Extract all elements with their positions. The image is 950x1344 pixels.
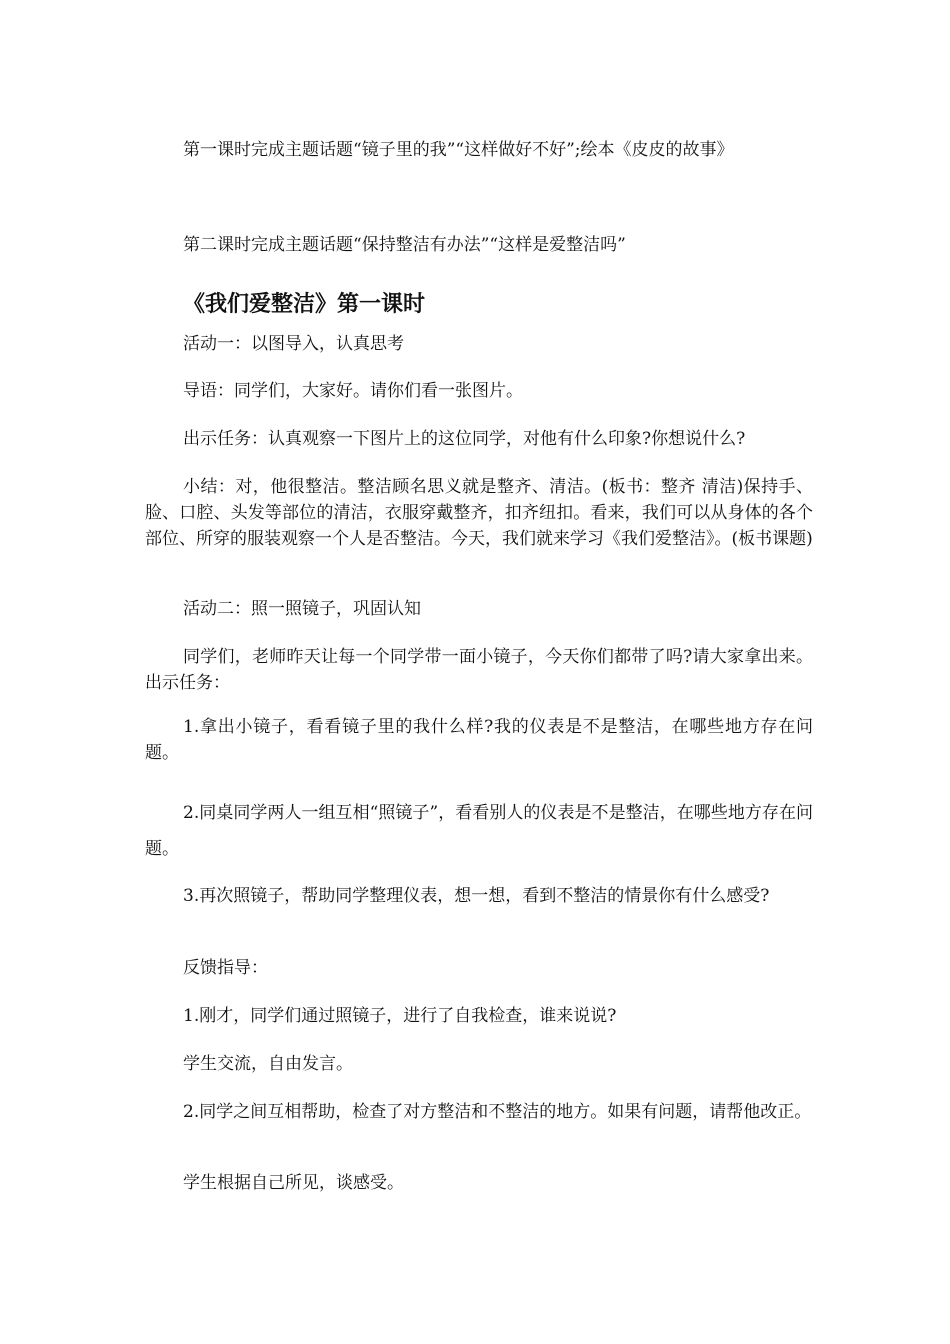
lesson2-paragraph: 第二课时完成主题话题“保持整洁有办法”“这样是爱整洁吗” xyxy=(183,235,626,255)
step2-paragraph: 2.同桌同学两人一组互相“照镜子”，看看别人的仪表是不是整洁，在哪些地方存在问题。 xyxy=(145,803,813,859)
step3-paragraph: 3.再次照镜子，帮助同学整理仪表，想一想，看到不整洁的情景你有什么感受? xyxy=(183,886,770,906)
feedback1-response: 学生交流，自由发言。 xyxy=(183,1054,353,1074)
feedback-heading: 反馈指导： xyxy=(183,958,268,978)
feedback2-paragraph: 2.同学之间互相帮助，检查了对方整洁和不整洁的地方。如果有问题，请帮他改正。 xyxy=(183,1102,812,1122)
step1-paragraph: 1.拿出小镜子，看看镜子里的我什么样?我的仪表是不是整洁，在哪些地方存在问题。 xyxy=(145,717,813,763)
feedback2-response: 学生根据自己所见，谈感受。 xyxy=(183,1173,404,1193)
feedback1-paragraph: 1.刚才，同学们通过照镜子，进行了自我检查，谁来说说? xyxy=(183,1006,617,1026)
activity1-heading: 活动一：以图导入，认真思考 xyxy=(183,334,404,354)
document-title: 《我们爱整洁》第一课时 xyxy=(183,292,426,317)
summary-paragraph: 小结：对，他很整洁。整洁顾名思义就是整齐、清洁。(板书：整齐 清洁)保持手、脸、口腔、头发等部位的清洁，衣服穿戴整齐，扣齐纽扣。看来，我们可以从身体的各个部位、所穿的服装观察一个人是否整洁。今天，我们就来学习《我们爱整洁》。(板书课题) xyxy=(145,477,813,549)
guide-paragraph: 导语：同学们，大家好。请你们看一张图片。 xyxy=(183,381,523,401)
lesson1-paragraph: 第一课时完成主题话题“镜子里的我”“这样做好不好”;绘本《皮皮的故事》 xyxy=(183,140,734,160)
mirror-task-paragraph: 同学们，老师昨天让每一个同学带一面小镜子，今天你们都带了吗?请大家拿出来。出示任务： xyxy=(145,647,813,693)
task1-paragraph: 出示任务：认真观察一下图片上的这位同学，对他有什么印象?你想说什么? xyxy=(183,429,746,449)
activity2-heading: 活动二：照一照镜子，巩固认知 xyxy=(183,599,421,619)
